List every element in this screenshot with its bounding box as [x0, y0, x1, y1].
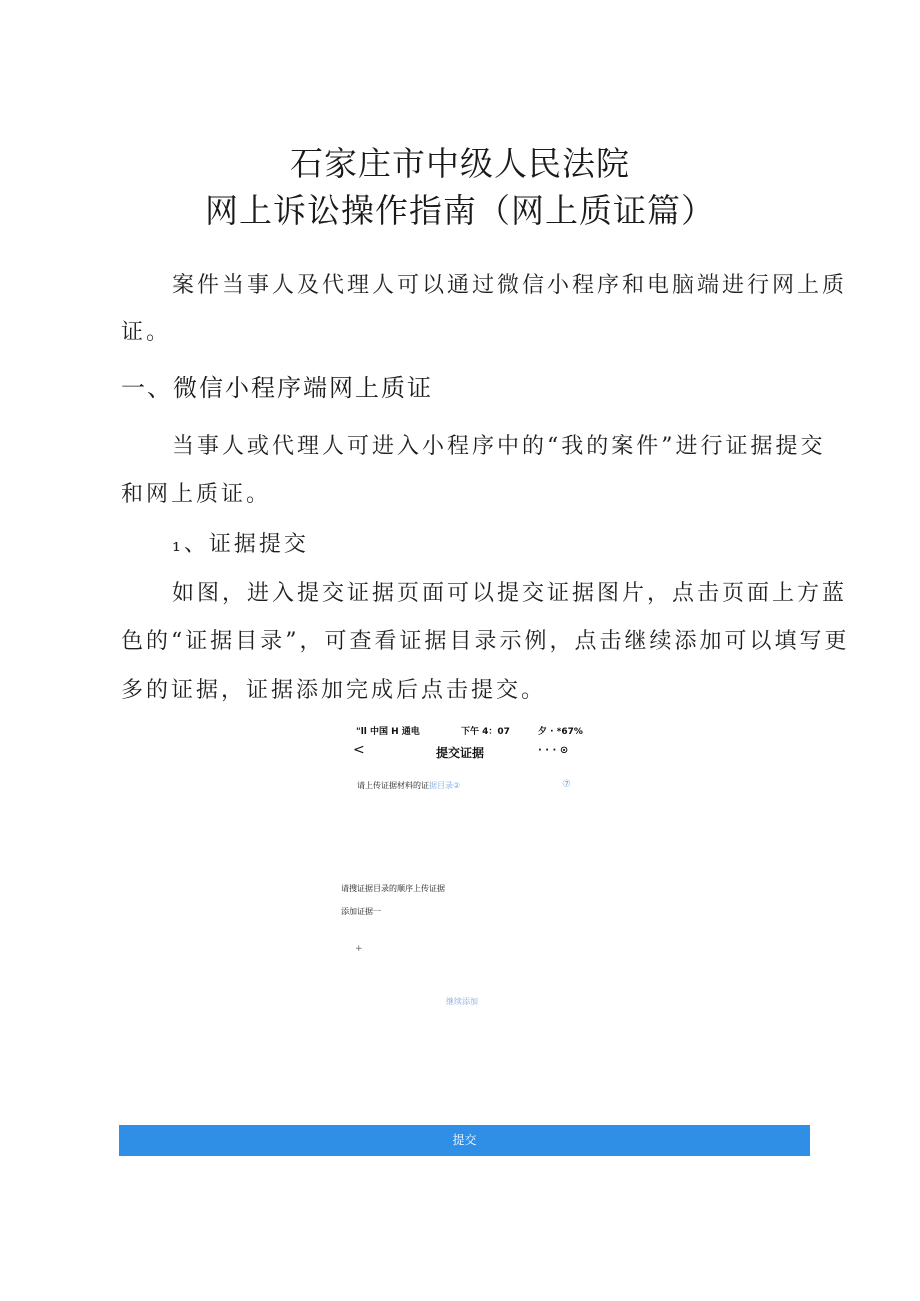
order-hint: 请搜证据目录的顺序上传证据: [341, 884, 445, 893]
section1-paragraph-line1: 当事人或代理人可进入小程序中的“我的案件”进行证据提交: [172, 434, 826, 459]
status-bar-time: 下午 4：07: [461, 727, 510, 737]
section1-heading: 一、微信小程序端网上质证: [121, 374, 433, 402]
help-icon[interactable]: ⑦: [562, 779, 571, 790]
subsection1-heading: ₁、证据提交: [172, 532, 309, 557]
nav-title: 提交证据: [436, 746, 485, 760]
document-title-line1: 石家庄市中级人民法院: [290, 144, 630, 183]
continue-add-button[interactable]: 继续添加: [446, 997, 478, 1006]
add-image-plus-icon[interactable]: +: [355, 944, 363, 954]
subsection1-paragraph-line1: 如图，进入提交证据页面可以提交证据图片，点击页面上方蓝: [172, 581, 848, 606]
intro-paragraph-line1: 案件当事人及代理人可以通过微信小程序和电脑端进行网上质: [172, 273, 848, 298]
evidence-catalog-link[interactable]: 据目录②: [429, 781, 461, 790]
submit-button[interactable]: 提交: [119, 1125, 810, 1156]
subsection1-paragraph-line2: 色的“证据目录”，可查看证据目录示例，点击继续添加可以填写更: [121, 629, 850, 654]
back-chevron-icon[interactable]: <: [353, 742, 365, 758]
upload-hint-text: 请上传证据材料的证: [357, 781, 429, 790]
section1-paragraph-line2: 和网上质证。: [121, 482, 272, 507]
more-menu-icon[interactable]: · · · ⊙: [538, 745, 569, 756]
upload-hint: [357, 780, 460, 791]
intro-paragraph-line2: 证。: [121, 320, 172, 345]
status-bar-carrier: "ll 中国 H 通电: [356, 727, 420, 737]
add-evidence-label: 添加证据一: [341, 907, 381, 916]
status-bar-battery: 夕 · *67%: [538, 727, 583, 737]
subsection1-paragraph-line3: 多的证据，证据添加完成后点击提交。: [121, 678, 547, 703]
document-title-line2: 网上诉讼操作指南（网上质证篇）: [205, 191, 715, 230]
